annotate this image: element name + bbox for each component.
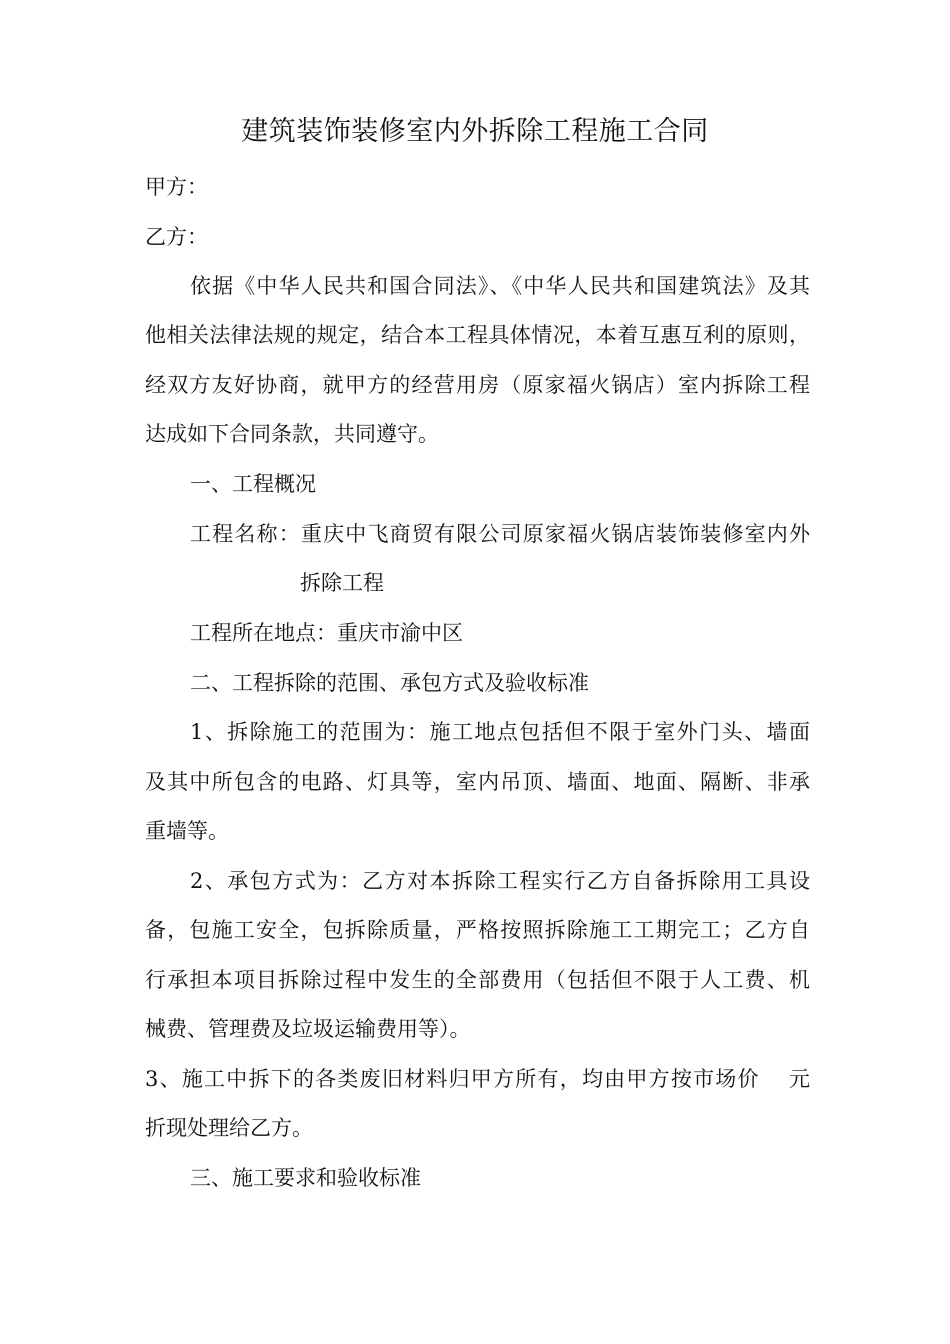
clause-line: 1、拆除施工的范围为：施工地点包括但不限于室外门头、墙面 [190, 720, 810, 744]
clause-line-3 [145, 1066, 810, 1092]
preamble-line: 达成如下合同条款，共同遵守。 [145, 422, 439, 446]
section-heading-3: 三、施工要求和验收标准 [190, 1166, 421, 1190]
document-title: 建筑装饰装修室内外拆除工程施工合同 [241, 116, 709, 147]
party-b-label: 乙方： [145, 225, 208, 249]
project-name-line: 拆除工程 [300, 571, 384, 595]
clause-line: 2、承包方式为：乙方对本拆除工程实行乙方自备拆除用工具设 [190, 869, 810, 893]
clause-line: 备，包施工安全，包拆除质量，严格按照拆除施工工期完工；乙方自 [145, 918, 810, 942]
preamble-line: 他相关法律法规的规定，结合本工程具体情况，本着互惠互利的原则， [145, 323, 810, 347]
clause-line: 折现处理给乙方。 [145, 1116, 313, 1140]
project-name-line: 工程名称：重庆中飞商贸有限公司原家福火锅店装饰装修室内外 [190, 522, 810, 546]
preamble-line: 依据《中华人民共和国合同法》、《中华人民共和国建筑法》及其 [190, 274, 810, 298]
section-heading-1: 一、工程概况 [190, 472, 316, 496]
section-heading-2: 二、工程拆除的范围、承包方式及验收标准 [190, 671, 589, 695]
clause-line: 及其中所包含的电路、灯具等，室内吊顶、墙面、地面、隔断、非承 [145, 770, 810, 794]
preamble-line: 经双方友好协商，就甲方的经营用房（原家福火锅店）室内拆除工程 [145, 373, 810, 397]
clause-line: 行承担本项目拆除过程中发生的全部费用（包括但不限于人工费、机 [145, 968, 810, 992]
clause-3-text: 3、施工中拆下的各类废旧材料归甲方所有，均由甲方按市场价 [145, 1067, 760, 1091]
clause-line: 械费、管理费及垃圾运输费用等）。 [145, 1017, 471, 1041]
party-a-label: 甲方： [145, 175, 208, 199]
currency-unit: 元 [787, 1067, 811, 1091]
project-location: 工程所在地点：重庆市渝中区 [190, 621, 463, 645]
clause-line: 重墙等。 [145, 819, 229, 843]
